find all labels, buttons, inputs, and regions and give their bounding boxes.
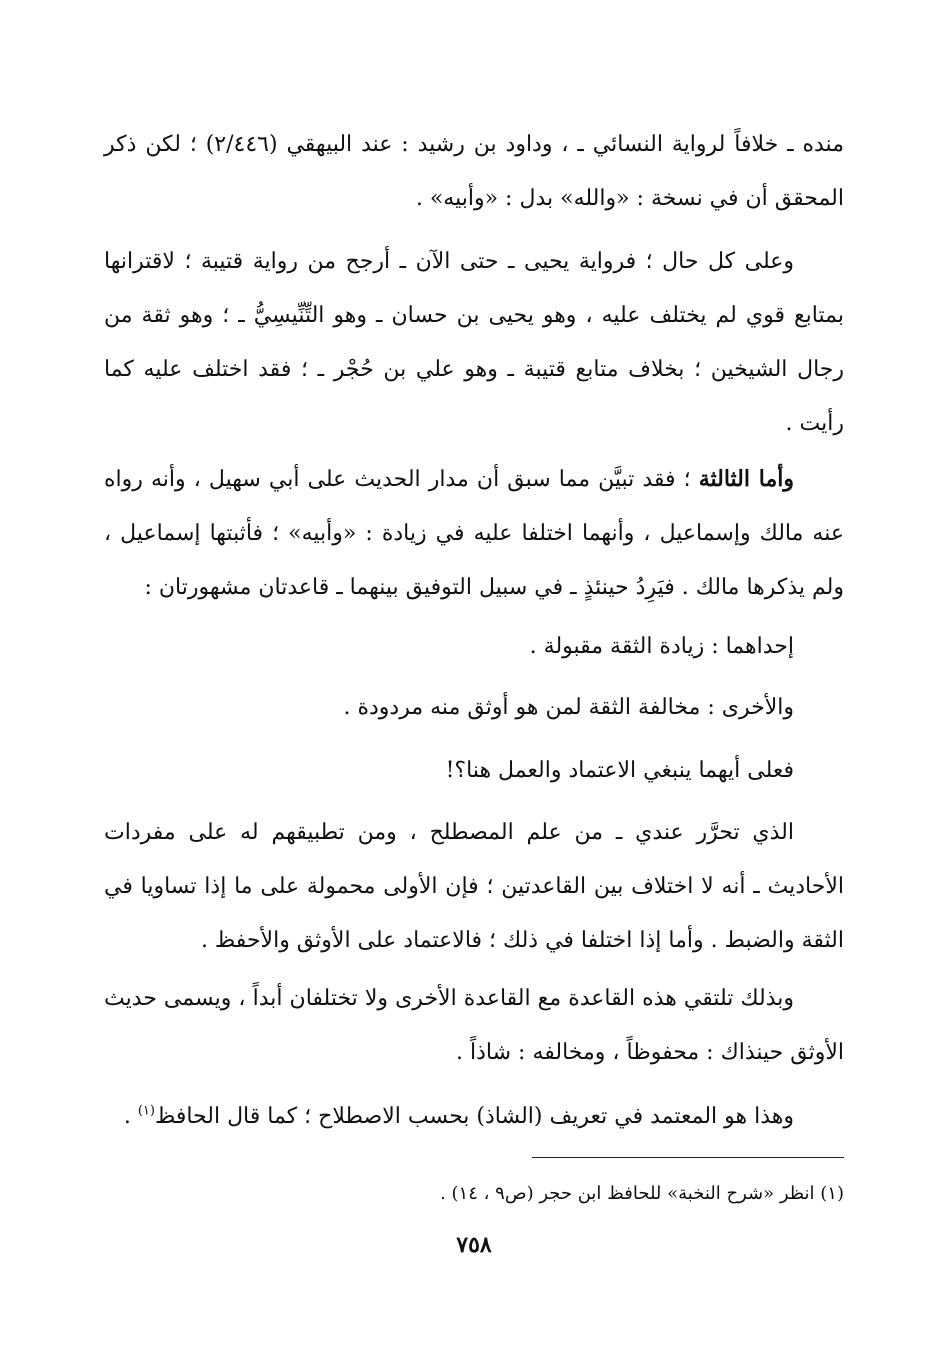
paragraph-1-text: منده ـ خلافاً لرواية النسائي ـ ، وداود بن رشيد : عند البيهقي (٢/٤٤٦) ؛ لكن ذكر المحقق أن في نسخة : «والله» بدل : «وأبيه» .	[104, 132, 844, 211]
paragraph-4	[104, 806, 844, 968]
page-number: ٧٥٨	[456, 1232, 492, 1258]
section-lead-heading: وأما الثالثة	[698, 466, 794, 492]
footnote-marker: (١)	[137, 1103, 155, 1119]
rule-2-text: والأخرى : مخالفة الثقة لمن هو أوثق منه مردودة .	[343, 695, 794, 720]
paragraph-4-text: الذي تحرَّر عندي ـ من علم المصطلح ، ومن تطبيقهم له على مفردات الأحاديث ـ أنه لا اختلاف بين القاعدتين ؛ فإن الأولى محمولة على ما إذا تساويا في الثقة والضبط . وأما إذا اختلفا في ذلك ؛ فالاعتماد على الأوثق والأحفظ .	[104, 820, 844, 953]
rule-1-text: إحداهما : زيادة الثقة مقبولة .	[529, 634, 794, 659]
paragraph-2-text: وعلى كل حال ؛ فرواية يحيى ـ حتى الآن ـ أرجح من رواية قتيبة ؛ لاقترانها بمتابع قوي لم يختلف عليه ، وهو يحيى بن حسان ـ وهو التِّنِّيسِيُّ ـ ؛ وهو ثقة من رجال الشيخين ؛ بخلاف متابع قتيبة ـ وهو علي بن حُجْر ـ ؛ فقد اختلف عليه كما رأيت .	[104, 249, 844, 436]
footnote-text: (١) انظر «شرح النخبة» للحافظ ابن حجر (ص٩ ، ١٤) .	[440, 1183, 844, 1204]
footnote	[104, 1178, 844, 1210]
question	[104, 744, 844, 798]
paragraph-3	[104, 452, 844, 615]
paragraph-5	[104, 972, 844, 1080]
rule-1	[104, 620, 844, 674]
paragraph-6-end: .	[123, 1104, 138, 1129]
footnote-separator	[532, 1157, 844, 1158]
paragraph-2	[104, 235, 844, 451]
paragraph-6	[104, 1090, 844, 1144]
question-text: فعلى أيهما ينبغي الاعتماد والعمل هنا؟!	[445, 758, 794, 783]
rule-2	[104, 681, 844, 735]
paragraph-6-text: وهذا هو المعتمد في تعريف (الشاذ) بحسب الاصطلاح ؛ كما قال الحافظ	[154, 1104, 794, 1129]
paragraph-3-text: ؛ فقد تبيَّن مما سبق أن مدار الحديث على أبي سهيل ، وأنه رواه عنه مالك وإسماعيل ، وأنهما اختلفا عليه في زيادة : «وأبيه» ؛ فأثبتها إسماعيل ، ولم يذكرها مالك . فيَرِدُ حينئذٍ ـ في سبيل التوفيق بينهما ـ قاعدتان مشهورتان :	[104, 467, 844, 600]
paragraph-1	[104, 118, 844, 226]
paragraph-5-text: وبذلك تلتقي هذه القاعدة مع القاعدة الأخرى ولا تختلفان أبداً ، ويسمى حديث الأوثق حينذاك : محفوظاً ، ومخالفه : شاذاً .	[104, 986, 844, 1065]
